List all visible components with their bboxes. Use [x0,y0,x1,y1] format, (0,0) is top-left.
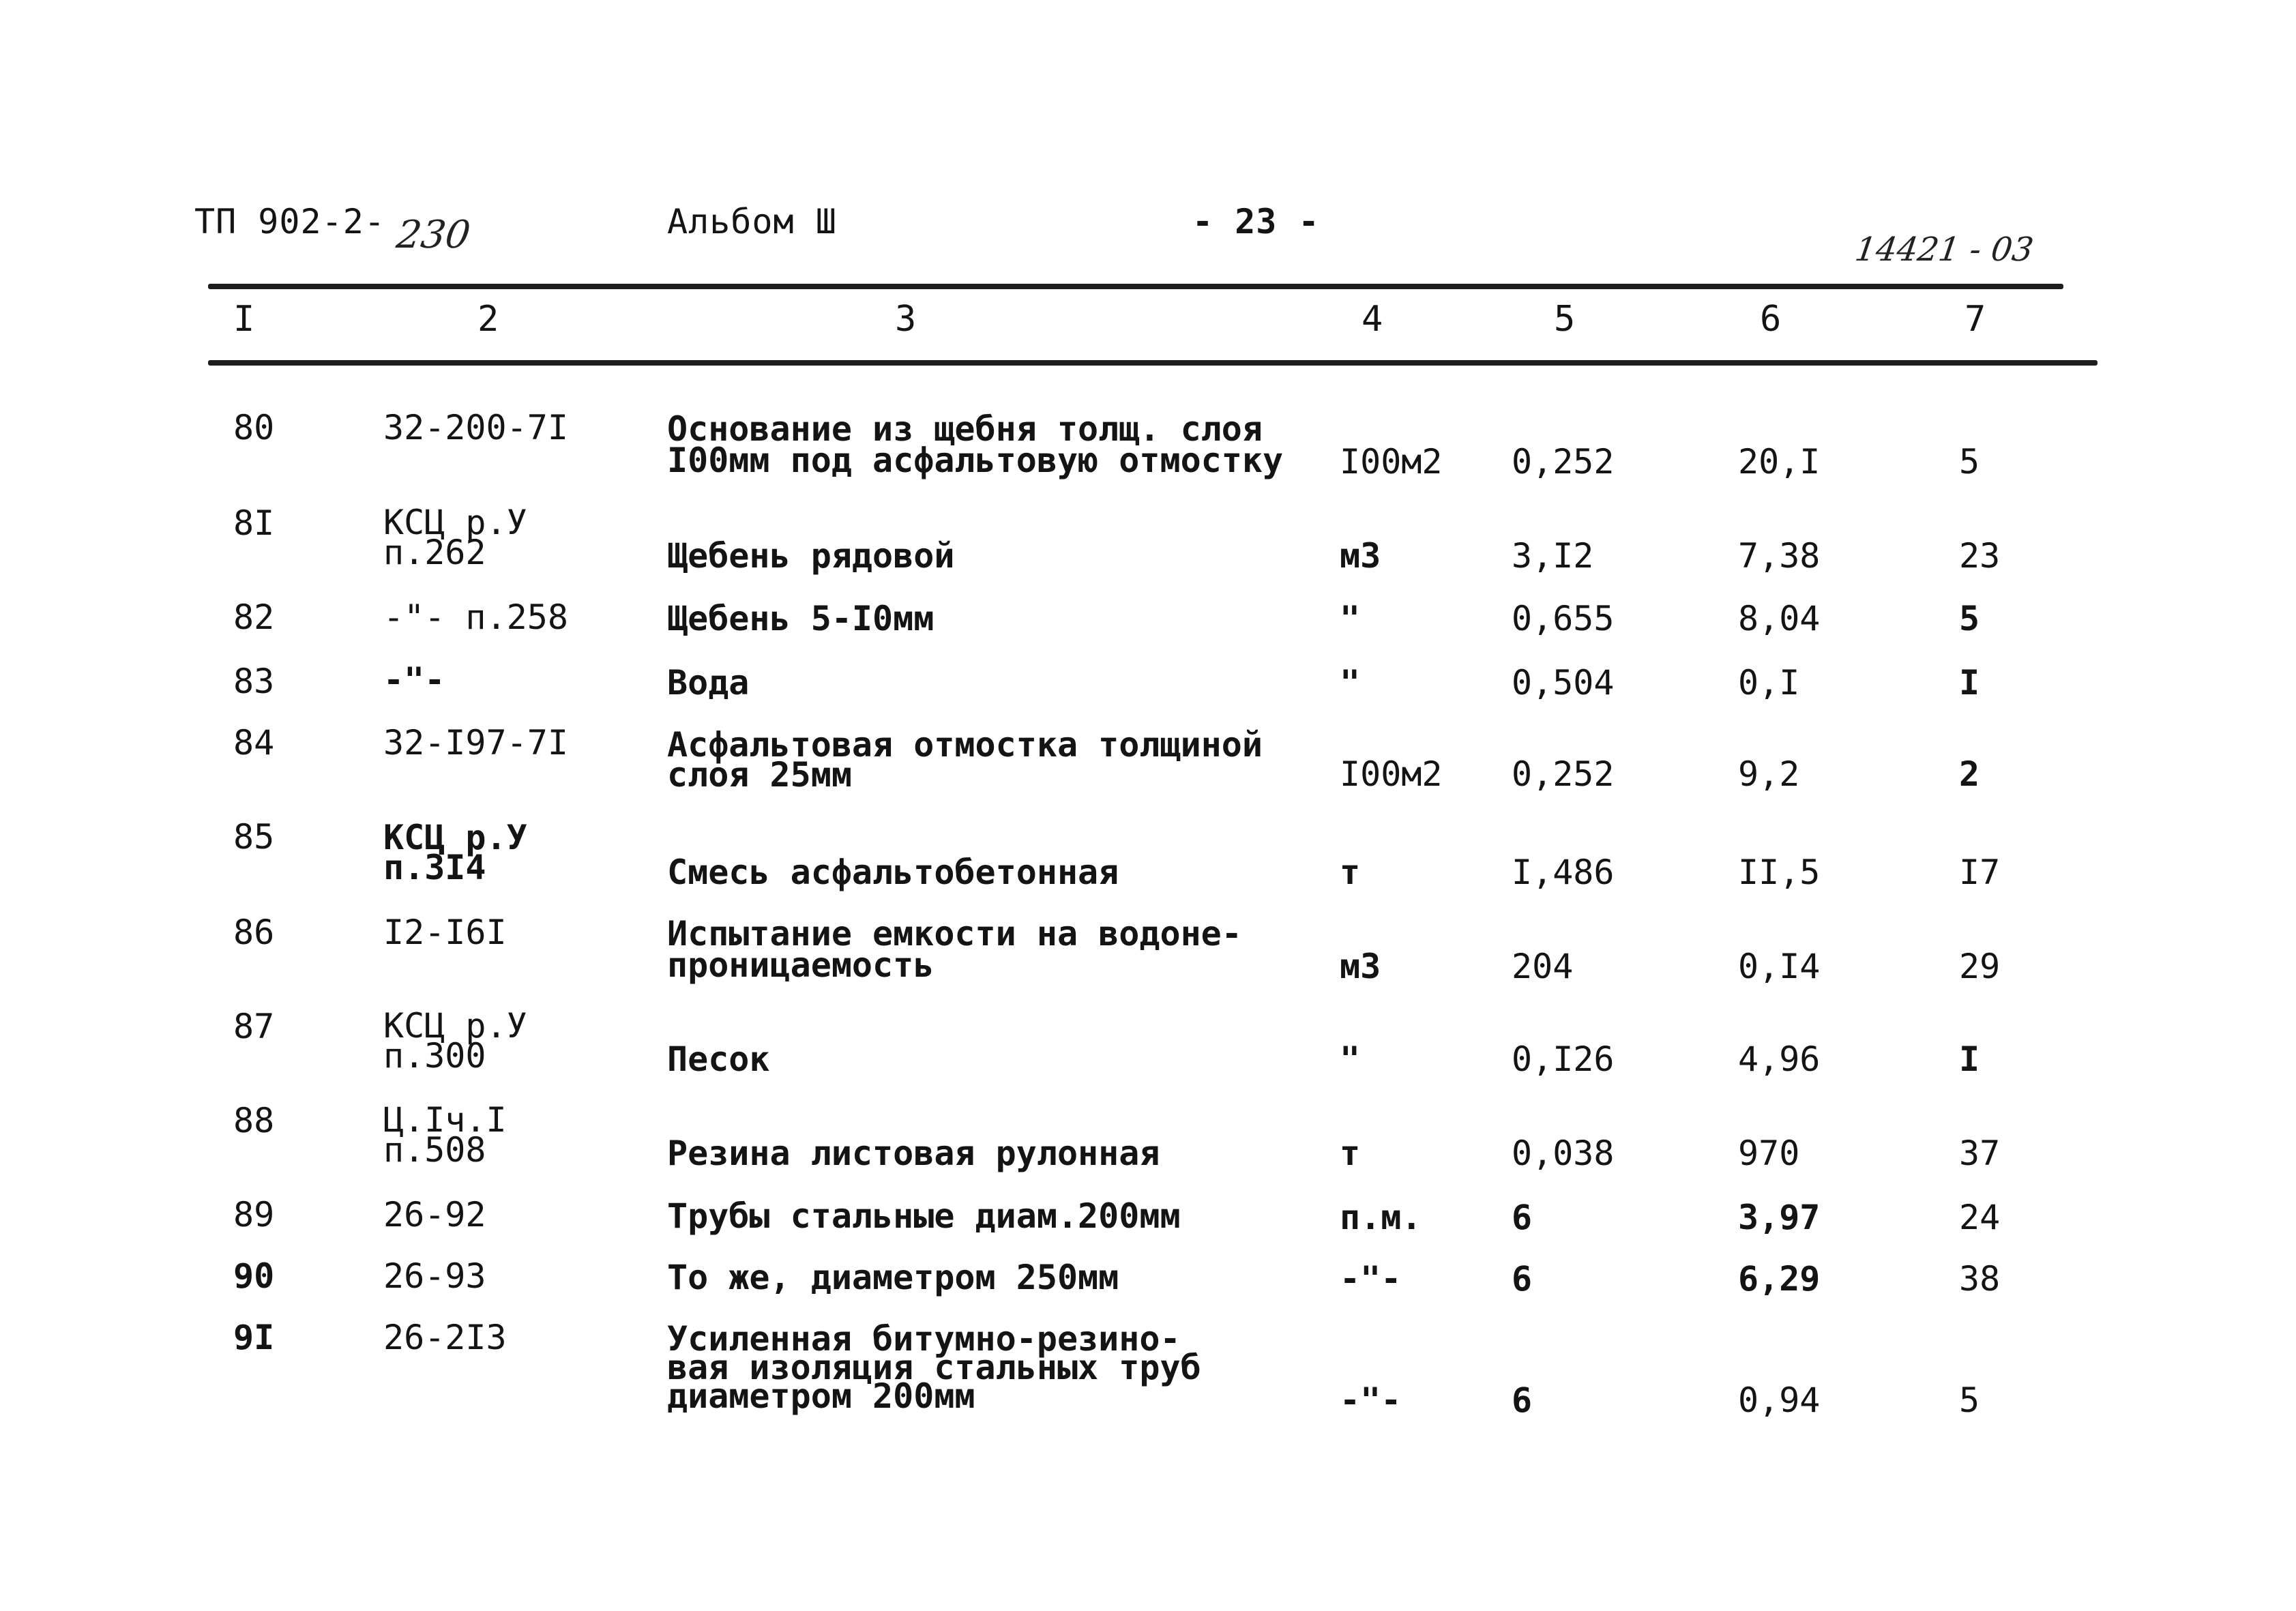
column-number-7: 7 [1964,299,1986,340]
unit-price: 20,I [1738,442,1821,482]
row-number: 82 [233,597,275,637]
row-number: 90 [233,1256,275,1296]
quantity: 0,655 [1512,599,1615,638]
unit: " [1340,1039,1361,1079]
norm-code: I2-I6I [383,913,507,952]
row-number: 83 [233,662,275,701]
quantity: 0,I26 [1512,1039,1615,1079]
cost: 5 [1959,599,1980,638]
row-number: 85 [233,817,275,857]
norm-code: КСЦ р.У п.3I4 [383,818,527,887]
quantity: 6 [1512,1380,1533,1420]
quantity: 6 [1512,1198,1533,1237]
unit: -"- [1340,1380,1402,1420]
unit: " [1340,663,1361,703]
unit-price: 0,94 [1738,1380,1821,1420]
archive-number-handwritten: 14421 - 03 [1853,231,2036,269]
cost: 29 [1959,947,2001,986]
unit: п.м. [1340,1198,1422,1237]
work-description: Усиленная битумно-резино- вая изоляция стальных труб диаметром 200мм [667,1319,1201,1416]
album-label: Альбом Ш [667,202,837,241]
unit: " [1340,599,1361,638]
cost: 5 [1959,1380,1980,1420]
norm-code: -"- [383,660,445,700]
quantity: 0,038 [1512,1134,1615,1173]
column-number-3: 3 [895,299,917,340]
column-number-6: 6 [1760,299,1782,340]
unit-price: 8,04 [1738,599,1821,638]
unit-price: II,5 [1738,853,1821,892]
unit: м3 [1340,947,1381,986]
cost: 23 [1959,536,2001,576]
doc-code: ТП 902-2- [194,202,385,241]
work-description: Щебень 5-I0мм [667,599,934,638]
work-description: Резина листовая рулонная [667,1134,1160,1173]
unit-price: 970 [1738,1134,1800,1173]
cost: 24 [1959,1198,2001,1237]
unit: I00м2 [1340,442,1443,482]
table-header-rule [208,360,2098,366]
row-number: 87 [233,1007,275,1046]
norm-code: 26-92 [383,1195,486,1235]
norm-code: 26-2I3 [383,1318,507,1357]
work-description: Асфальтовая отмостка толщиной слоя 25мм [667,725,1263,795]
work-description: Песок [667,1039,770,1079]
norm-code: Ц.Iч.I п.508 [383,1100,507,1170]
quantity: I,486 [1512,853,1615,892]
unit-price: 0,I [1738,663,1800,703]
norm-code: -"- п.258 [383,597,568,637]
unit: -"- [1340,1259,1402,1299]
unit: т [1340,1134,1361,1173]
work-description: Вода [667,663,750,703]
column-number-2: 2 [477,299,499,340]
norm-code: КСЦ р.У п.262 [383,503,527,572]
cost: 5 [1959,442,1980,482]
norm-code: 26-93 [383,1256,486,1296]
row-number: 80 [233,408,275,447]
work-description: Основание из щебня толщ. слоя I00мм под асфальтовую отмостку [667,409,1284,480]
unit: I00м2 [1340,754,1443,794]
column-number-5: 5 [1554,299,1576,340]
cost: I [1959,663,1980,703]
quantity: 0,252 [1512,754,1615,794]
column-number-1: I [233,299,255,340]
work-description: Щебень рядовой [667,536,955,576]
quantity: 204 [1512,947,1574,986]
work-description: Трубы стальные диам.200мм [667,1196,1181,1236]
work-description: Испытание емкости на водоне- проницаемость [667,914,1242,985]
cost: 38 [1959,1259,2001,1299]
row-number: 84 [233,723,275,763]
unit: м3 [1340,536,1381,576]
unit-price: 3,97 [1738,1198,1821,1237]
row-number: 8I [233,503,275,543]
work-description: То же, диаметром 250мм [667,1258,1119,1297]
quantity: 3,I2 [1512,536,1594,576]
norm-code: КСЦ р.У п.300 [383,1006,527,1076]
row-number: 89 [233,1195,275,1235]
quantity: 0,504 [1512,663,1615,703]
norm-code: 32-200-7I [383,408,568,447]
row-number: 86 [233,913,275,952]
unit-price: 7,38 [1738,536,1821,576]
work-description: Смесь асфальтобетонная [667,853,1119,892]
cost: I [1959,1039,1980,1079]
table-top-rule [208,284,2063,289]
unit: т [1340,853,1361,892]
quantity: 0,252 [1512,442,1615,482]
cost: I7 [1959,853,2001,892]
row-number: 88 [233,1101,275,1140]
unit-price: 4,96 [1738,1039,1821,1079]
norm-code: 32-I97-7I [383,723,568,763]
unit-price: 0,I4 [1738,947,1821,986]
page-number: - 23 - [1192,202,1320,241]
quantity: 6 [1512,1259,1533,1299]
cost: 2 [1959,754,1980,794]
doc-number-handwritten: 230 [394,213,473,257]
cost: 37 [1959,1134,2001,1173]
unit-price: 6,29 [1738,1259,1821,1299]
column-number-4: 4 [1362,299,1383,340]
row-number: 9I [233,1318,275,1357]
unit-price: 9,2 [1738,754,1800,794]
